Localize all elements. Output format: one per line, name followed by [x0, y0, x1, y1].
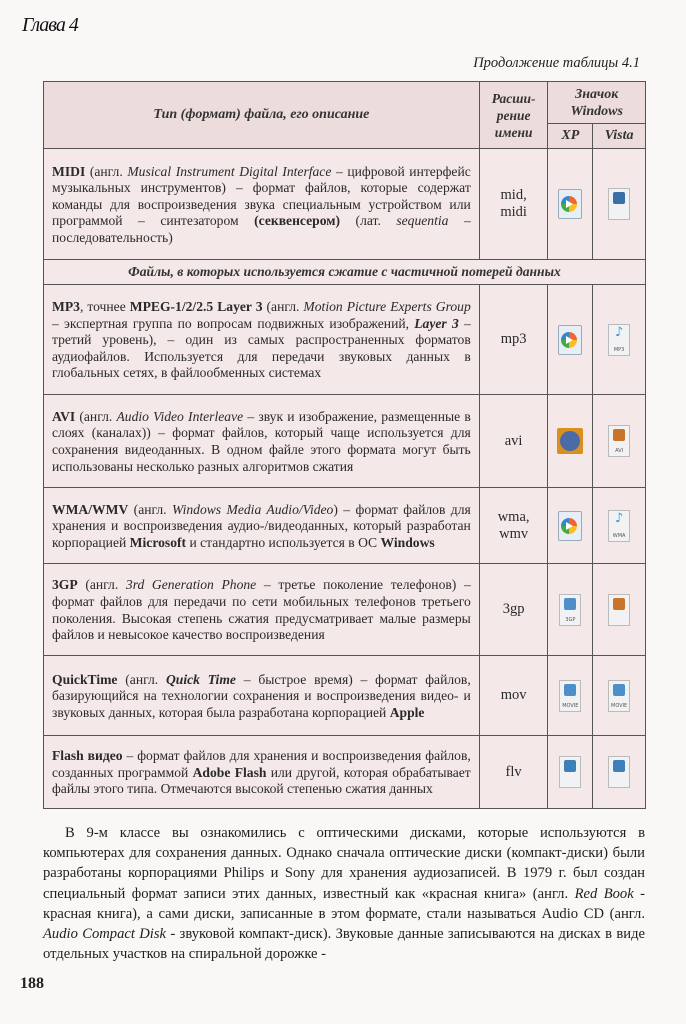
file-extension	[479, 488, 548, 564]
avi-video-icon	[557, 428, 583, 454]
vista-icon-cell	[593, 564, 646, 656]
format-description	[44, 736, 480, 809]
text-segment: (англ.	[262, 299, 304, 315]
table-row	[44, 656, 646, 736]
text-segment: Adobe Flash	[192, 764, 267, 780]
text-segment: или другой, которая обрабатывает файлы этого типа. Отмечаются высокой степенью сжатия данных	[52, 764, 471, 797]
extension-text: wma, wmv	[497, 508, 530, 542]
text-segment: sequentia	[396, 213, 449, 229]
text-segment: В 9-м классе вы ознакомились с оптическими дисками, которые используются в компьютерах для сохранения данных. Однако сначала оптические диски (компакт-диски) были разработаны корпорациями Philips и Sony для хранения аудиозаписей. В 1979 г. был создан специальный формат записи этих данных, известный как «красная книга» (англ.	[43, 825, 645, 902]
table-row	[44, 736, 646, 809]
column-header-vista: Vista	[593, 124, 646, 149]
icon-label: MOVIE	[611, 702, 628, 709]
text-segment: MP3	[52, 299, 80, 315]
text-segment: 3GP	[52, 577, 78, 593]
column-header-type: Тип (формат) файла, его описание	[44, 82, 480, 149]
text-segment: – последовательность)	[52, 213, 471, 245]
text-segment: Motion Picture Experts Group	[303, 299, 471, 315]
text-segment: Windows Media Audio/Video	[172, 501, 334, 517]
vista-icon-cell	[593, 488, 646, 564]
music-note-icon: ♪	[614, 325, 624, 340]
text-segment: (секвенсером)	[254, 213, 341, 229]
text-segment: AVI	[52, 408, 76, 424]
text-segment: Microsoft	[129, 534, 187, 550]
format-description	[44, 656, 480, 736]
text-segment: – звук и изображение, размещенные в слоях (каналах)) – формат файлов, который чаще используется для сохранения видеоданных. В одном файле этого формата могут быть использованы несколько разных алгоритмов сжатия	[52, 408, 471, 474]
file-extension	[479, 395, 548, 488]
text-segment: MPEG-1/2/2.5 Layer 3	[129, 299, 263, 315]
media-player-icon	[558, 511, 582, 541]
text-segment: - красная книга), а сами диски, записанные в этом формате, стали называться Audio CD (англ.	[43, 885, 645, 922]
text-segment: Quick Time	[165, 671, 236, 687]
column-header-xp: XP	[548, 124, 593, 149]
text-segment: – формат файлов для хранения и воспроизведения файлов, созданных программой	[52, 748, 471, 780]
text-segment: (англ.	[77, 577, 126, 593]
flash-video-file-icon	[559, 756, 581, 788]
extension-header-text: Расши-рение имени	[491, 90, 536, 140]
text-segment: Musical Instrument Digital Interface	[127, 163, 332, 179]
text-segment: ) – формат файлов для хранения и воспроизведения аудио-/видеоданных, который разработан корпорацией	[52, 501, 471, 550]
table-row	[44, 395, 646, 488]
page-body	[20, 81, 646, 994]
text-segment: (англ.	[75, 408, 117, 424]
extension-text: 3gp	[502, 601, 525, 617]
extension-text: mov	[500, 687, 527, 703]
quicktime-movie-file-icon	[559, 680, 581, 712]
text-segment: – цифровой интерфейс музыкальных инструментов) – формат файлов, которые содержат команды для воспроизведения звука специальным устройством или программой – синтезатором	[52, 163, 471, 229]
format-description	[44, 149, 480, 260]
media-player-icon	[558, 189, 582, 219]
text-segment: QuickTime	[52, 671, 118, 687]
extension-text: avi	[504, 432, 523, 449]
text-segment: Layer 3	[414, 315, 459, 331]
file-formats-table	[43, 81, 646, 809]
xp-icon-cell	[548, 149, 593, 260]
format-description	[44, 564, 480, 656]
icon-label: MP3	[613, 346, 625, 353]
table-row	[44, 285, 646, 395]
text-segment: – быстрое время) – формат файлов, базирующийся на технологии сохранения и воспроизведения видео- и звуковых данных, которая была разработана корпорацией	[52, 671, 471, 720]
text-segment: и стандартно используется в ОС	[186, 534, 381, 550]
text-segment: Audio Video Interleave	[116, 408, 244, 424]
text-segment: (англ.	[85, 163, 128, 179]
media-player-icon	[558, 325, 582, 355]
file-extension	[479, 285, 548, 395]
vista-icon-cell	[593, 285, 646, 395]
text-segment: (англ.	[128, 501, 172, 517]
icon-label: AVI	[615, 448, 624, 454]
table-continuation-caption: Продолжение таблицы 4.1	[473, 55, 640, 71]
text-segment: Flash видео	[52, 748, 123, 764]
vista-icon-cell	[593, 656, 646, 736]
windows-icon-header-text: Значок Windows	[570, 86, 623, 119]
text-segment: (англ.	[117, 671, 166, 687]
extension-text: mp3	[500, 331, 527, 347]
section-row	[44, 260, 646, 285]
text-segment: 3rd Generation Phone	[125, 577, 257, 593]
xp-icon-cell	[548, 488, 593, 564]
file-extension	[479, 656, 548, 736]
vista-icon-cell	[593, 736, 646, 809]
text-segment: WMA/WMV	[52, 501, 129, 517]
text-segment: Audio Compact Disk	[43, 926, 166, 943]
text-segment: MIDI	[52, 163, 86, 179]
icon-label: 3GP	[565, 616, 576, 623]
format-description	[44, 285, 480, 395]
xp-icon-cell	[548, 395, 593, 488]
quicktime-movie-file-icon	[608, 680, 630, 712]
text-segment: (лат.	[340, 213, 397, 229]
audio-file-icon	[608, 510, 630, 542]
text-segment: - звуковой компакт-диск). Звуковые данные записываются на дисках в виде отдельных участков на спиральной дорожке -	[43, 926, 645, 963]
format-description	[44, 395, 480, 488]
text-segment: Red Book	[574, 885, 634, 902]
text-segment: – экспертная группа по вопросам подвижных изображений,	[52, 315, 415, 331]
table-row	[44, 564, 646, 656]
icon-label: WMA	[612, 532, 626, 539]
table-row	[44, 149, 646, 260]
vista-icon-cell	[593, 395, 646, 488]
text-segment: , точнее	[79, 299, 130, 315]
section-title: Файлы, в которых используется сжатие с частичной потерей данных	[44, 260, 646, 285]
table-row	[44, 488, 646, 564]
xp-icon-cell	[548, 656, 593, 736]
column-header-windows-icon	[548, 82, 646, 124]
text-segment: – третий уровень), – один из самых распространенных форматов аудиофайлов. Используется для передачи звуковых данных в глобальных сетях, в файлообменных системах	[52, 315, 471, 381]
body-paragraph	[43, 823, 645, 964]
file-extension	[479, 736, 548, 809]
music-note-icon: ♪	[614, 511, 624, 526]
video-file-icon	[608, 594, 630, 626]
page-number: 188	[20, 975, 44, 993]
text-segment: – третье поколение телефонов) – формат файлов для передачи по сети мобильных телефонов третьего поколения. Высокая степень сжатия предусматривает малые размеры файлов и невысокое качество воспроизведения	[52, 577, 471, 643]
file-extension	[479, 564, 548, 656]
midi-file-icon	[608, 188, 630, 220]
xp-icon-cell	[548, 564, 593, 656]
vista-icon-cell	[593, 149, 646, 260]
chapter-title: Глава 4	[22, 14, 78, 36]
text-segment: Apple	[389, 704, 425, 720]
column-header-extension	[479, 82, 548, 149]
extension-text: flv	[505, 763, 522, 780]
extension-text: mid, midi	[500, 187, 527, 220]
icon-label: MOVIE	[562, 702, 579, 709]
video-file-icon	[608, 425, 630, 457]
format-description	[44, 488, 480, 564]
quicktime-3gp-file-icon	[559, 594, 581, 626]
file-extension	[479, 149, 548, 260]
text-segment: Windows	[380, 534, 435, 550]
audio-file-icon	[608, 324, 630, 356]
xp-icon-cell	[548, 285, 593, 395]
flash-video-file-icon	[608, 756, 630, 788]
xp-icon-cell	[548, 736, 593, 809]
